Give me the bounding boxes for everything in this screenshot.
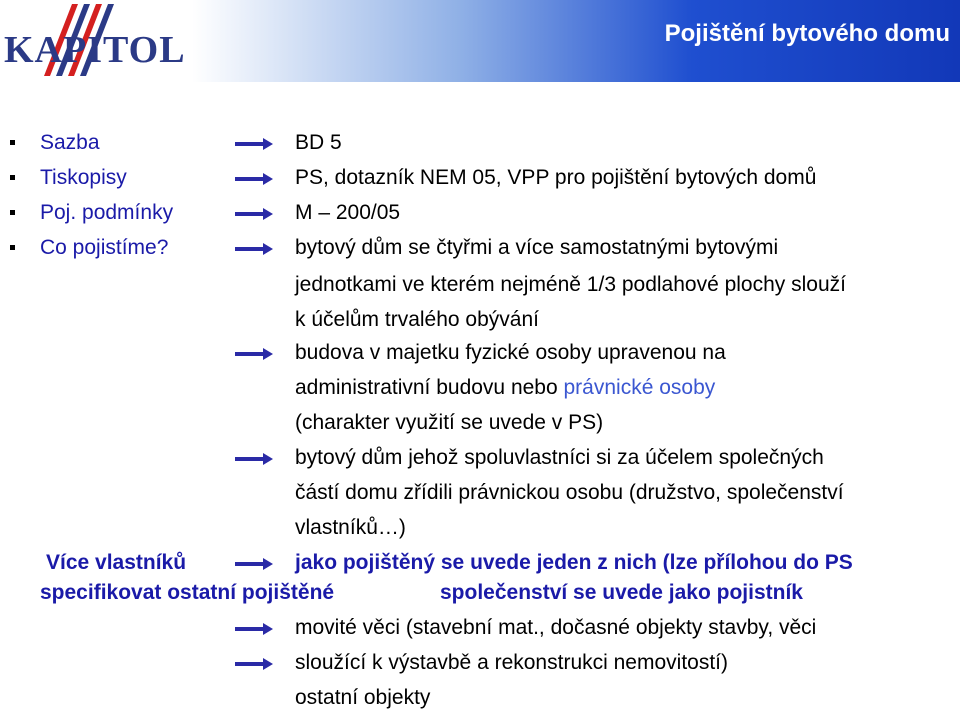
arrow-right-icon xyxy=(235,173,273,185)
insure-line: částí domu zřídili právnickou osobu (družstvo, společenství xyxy=(295,481,844,504)
arrow-right-icon xyxy=(235,243,273,255)
label-tiskopisy: Tiskopisy xyxy=(40,166,127,189)
arrow-right-icon xyxy=(235,623,273,635)
label-podminky: Poj. podmínky xyxy=(40,201,174,224)
label-sazba: Sazba xyxy=(40,131,100,154)
value-podminky: M – 200/05 xyxy=(295,201,401,224)
arrow-right-icon xyxy=(235,658,273,670)
page-title: Pojištění bytového domu xyxy=(664,20,950,47)
bullet-icon xyxy=(10,175,15,180)
bullet-icon xyxy=(10,140,15,145)
arrow-right-icon xyxy=(235,208,273,220)
bullet-icon xyxy=(10,210,15,215)
more-owners-text: společenství se uvede jako pojistník xyxy=(440,581,803,604)
insure-line: jednotkami ve kterém nejméně 1/3 podlahové plochy slouží xyxy=(295,273,846,296)
insure-line: (charakter využití se uvede v PS) xyxy=(295,411,604,434)
label-co-pojistime: Co pojistíme? xyxy=(40,236,169,259)
arrow-right-icon xyxy=(235,138,273,150)
insure-line: vlastníků…) xyxy=(295,516,406,539)
insure-line: k účelům trvalého obývání xyxy=(295,308,539,331)
extra-line: ostatní objekty xyxy=(295,686,431,709)
arrow-right-icon xyxy=(235,348,273,360)
value-tiskopisy: PS, dotazník NEM 05, VPP pro pojištění bytových domů xyxy=(295,166,817,189)
insure-line: bytový dům jehož spoluvlastníci si za účelem společných xyxy=(295,446,824,469)
arrow-right-icon xyxy=(235,558,273,570)
more-owners-text: specifikovat ostatní pojištěné xyxy=(40,581,335,604)
header-bar xyxy=(0,0,960,82)
bullet-icon xyxy=(10,245,15,250)
insure-line xyxy=(295,375,715,401)
label-more-owners: Více vlastníků xyxy=(46,551,187,574)
legal-person-link: právnické osoby xyxy=(563,376,716,399)
extra-line: sloužící k výstavbě a rekonstrukci nemovitostí) xyxy=(295,651,728,674)
value-sazba: BD 5 xyxy=(295,131,342,154)
kapitol-logo xyxy=(4,4,186,78)
extra-line: movité věci (stavební mat., dočasné objekty stavby, věci xyxy=(295,616,817,639)
more-owners-text: jako pojištěný se uvede jeden z nich (lze přílohou do PS xyxy=(295,551,853,574)
arrow-right-icon xyxy=(235,453,273,465)
logo-text: KAPITOL xyxy=(4,29,186,71)
insure-line: budova v majetku fyzické osoby upravenou na xyxy=(295,341,726,364)
insure-text: administrativní budovu nebo xyxy=(295,376,564,399)
value-co-pojistime: bytový dům se čtyřmi a více samostatnými bytovými xyxy=(295,236,779,259)
